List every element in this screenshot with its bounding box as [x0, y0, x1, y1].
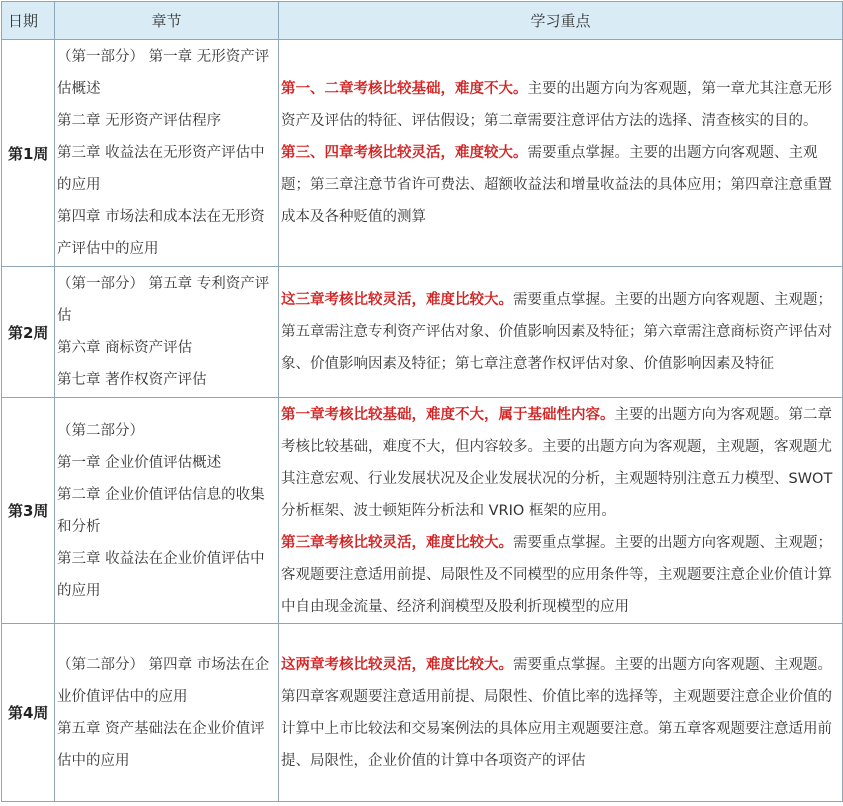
chapter-line: 第三章 收益法在企业价值评估中的应用: [57, 550, 265, 599]
focus-paragraph: [281, 649, 840, 681]
chapter-line: 第一章 企业价值评估概述: [57, 454, 222, 471]
focus-paragraph: [281, 399, 840, 527]
focus-highlight: 第三、四章考核比较灵活，难度较大。: [281, 145, 528, 161]
focus-paragraph: [281, 681, 840, 777]
focus-text: 需要重点掌握。主要的出题方向客观题、主观题；客观题要注意适用前提、局限性及不同模型的应用条件等，主观题要注意企业价值计算中自由现金流量、经济利润模型及股利折现模型的应用: [281, 534, 832, 615]
focus-paragraph: [281, 73, 840, 137]
focus-text: 主要的出题方向为客观题。第二章考核比较基础，难度不大，但内容较多。主要的出题方向为客观题，主观题，客观题尤其注意宏观、行业发展状况及企业发展状况的分析，主观题特别注意五力模型、SWOT 分析框架、波士顿矩阵分析法和 VRIO 框架的应用。: [281, 406, 833, 519]
week-cell: 第1周: [2, 40, 55, 267]
header-focus: 学习重点: [279, 2, 843, 40]
chapter-line: 第四章 市场法和成本法在无形资产评估中的应用: [57, 209, 265, 257]
focus-text: 需要重点掌握。主要的出题方向客观题、主观题。: [513, 656, 832, 673]
chapters-cell: [55, 267, 279, 398]
chapter-line: 第二章 无形资产评估程序: [57, 113, 222, 129]
header-date: 日期: [2, 2, 55, 40]
focus-highlight: 第一章考核比较基础，难度不大，属于基础性内容。: [281, 406, 615, 423]
focus-highlight: 第一、二章考核比较基础，难度不大。: [281, 81, 528, 97]
focus-highlight: 第三章考核比较灵活，难度比较大。: [281, 534, 513, 551]
table-row: [2, 624, 843, 802]
focus-text: 第四章客观题要注意适用前提、局限性、价值比率的选择等，主观题要注意企业价值的计算中上市比较法和交易案例法的具体应用主观题要注意。第五章客观题要注意适用前提、局限性，企业价值的计算中各项资产的评估: [281, 688, 832, 769]
study-plan-table: [1, 1, 843, 802]
week-cell: 第3周: [2, 398, 55, 624]
week-cell: 第2周: [2, 267, 55, 398]
focus-paragraph: [281, 284, 840, 380]
focus-text: 需要重点掌握。主要的出题方向客观题、主观题；第三章注意节省许可费法、超额收益法和增量收益法的具体应用；第四章注意重置成本及各种贬值的测算: [281, 145, 832, 225]
chapter-line: （第一部分） 第五章 专利资产评估: [57, 276, 270, 324]
focus-paragraph: [281, 527, 840, 623]
header-chapter: 章节: [55, 2, 279, 40]
table-row: [2, 40, 843, 267]
focus-cell: [279, 40, 843, 267]
chapter-line: （第二部分） 第四章 市场法在企业价值评估中的应用: [57, 656, 270, 705]
focus-paragraph: [281, 137, 840, 233]
focus-highlight: 这三章考核比较灵活，难度比较大。: [281, 292, 513, 308]
focus-text: 主要的出题方向为客观题，第一章尤其注意无形资产及评估的特征、评估假设；第二章需要注意评估方法的选择、清查核实的目的。: [281, 81, 832, 129]
chapter-line: （第二部分）: [57, 422, 144, 439]
focus-cell: [279, 624, 843, 802]
chapter-line: 第六章 商标资产评估: [57, 340, 193, 356]
chapters-cell: [55, 40, 279, 267]
chapter-line: 第五章 资产基础法在企业价值评估中的应用: [57, 720, 265, 769]
chapters-cell: [55, 398, 279, 624]
table-header-row: [2, 2, 843, 40]
focus-text: 需要重点掌握。主要的出题方向客观题、主观题；第五章需注意专利资产评估对象、价值影响因素及特征；第六章需注意商标资产评估对象、价值影响因素及特征；第七章注意著作权评估对象、价值影响因素及特征: [281, 292, 832, 372]
chapter-line: 第二章 企业价值评估信息的收集和分析: [57, 486, 265, 535]
table-row: [2, 267, 843, 398]
focus-highlight: 这两章考核比较灵活，难度比较大。: [281, 656, 513, 673]
week-cell: 第4周: [2, 624, 55, 802]
chapter-line: 第七章 著作权资产评估: [57, 372, 207, 388]
chapters-cell: [55, 624, 279, 802]
chapter-line: （第一部分） 第一章 无形资产评估概述: [57, 49, 270, 97]
chapter-line: 第三章 收益法在无形资产评估中的应用: [57, 145, 265, 193]
focus-cell: [279, 398, 843, 624]
table-row: [2, 398, 843, 624]
focus-cell: [279, 267, 843, 398]
